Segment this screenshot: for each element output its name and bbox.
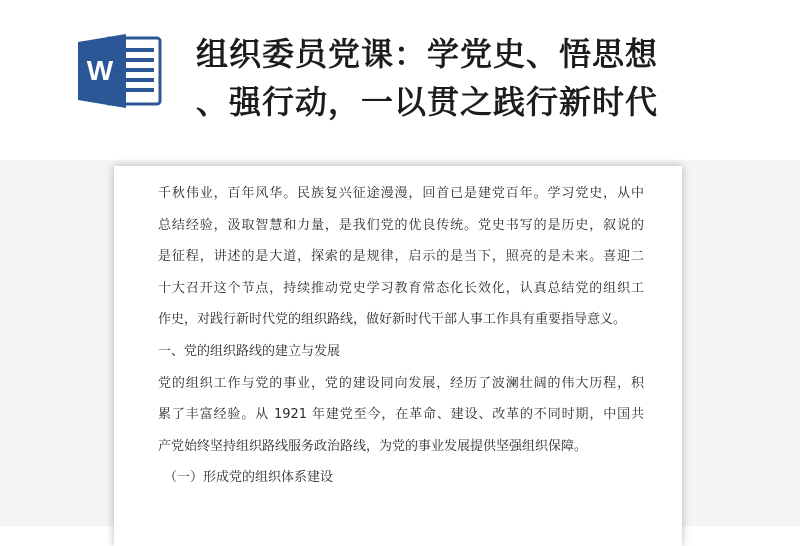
document-content (158, 178, 644, 494)
word-document-icon (76, 32, 162, 110)
paragraph-1-line-3: 是征程，讲述的是大道，探索的是规律，启示的是当下，照亮的是未来。喜迎二 (158, 249, 644, 265)
paragraph-2-line-3: 产党始终坚持组织路线服务政治路线，为党的事业发展提供坚强组织保障。 (158, 438, 588, 454)
title-line-1: 组织委员党课：学党史、悟思想 (196, 35, 659, 73)
section-heading-1: 一、党的组织路线的建立与发展 (158, 343, 341, 359)
document-page (114, 166, 682, 546)
title-line-2: 、强行动，一以贯之践行新时代 (196, 83, 659, 121)
paragraph-1-line-2: 总结经验，汲取智慧和力量，是我们党的优良传统。党史书写的是历史，叙说的 (158, 217, 644, 233)
word-icon-letter: W (86, 55, 114, 86)
paragraph-1-line-4: 十大召开这个节点，持续推动党史学习教育常态化长效化，认真总结党的组织工 (158, 280, 644, 296)
page-title (196, 30, 776, 126)
paragraph-2-line-1: 党的组织工作与党的事业，党的建设同向发展，经历了波澜壮阔的伟大历程，积 (158, 375, 644, 391)
banner-header (0, 0, 800, 160)
paragraph-2-line-2: 累了丰富经验。从 1921 年建党至今，在革命、建设、改革的不同时期，中国共 (158, 407, 644, 423)
paragraph-1-line-1: 千秋伟业，百年风华。民族复兴征途漫漫，回首已是建党百年。学习党史，从中 (158, 186, 644, 201)
paragraph-1-line-5: 作史，对践行新时代党的组织路线，做好新时代干部人事工作具有重要指导意义。 (158, 312, 627, 328)
subsection-heading-1: （一）形成党的组织体系建设 (164, 470, 334, 486)
